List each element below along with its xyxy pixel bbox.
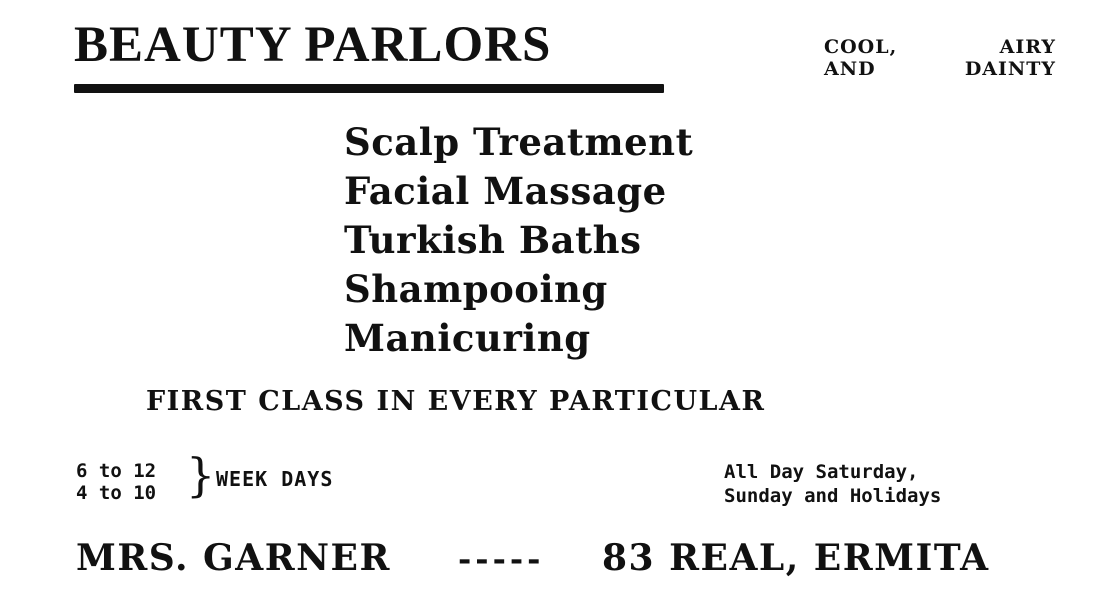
weekday-label: WEEK DAYS — [216, 467, 334, 491]
dotted-leader: ----- — [458, 540, 545, 578]
proprietor-name: MRS. GARNER — [76, 537, 391, 579]
weekend-hours-line: All Day Saturday, — [724, 461, 919, 483]
weekday-hours-evening: 4 to 10 — [76, 482, 157, 504]
tagline-word: AND — [824, 58, 876, 80]
service-item-scalp-treatment: Scalp Treatment — [344, 120, 694, 164]
service-item-shampooing: Shampooing — [344, 267, 608, 311]
address: 83 REAL, ERMITA — [602, 537, 990, 579]
headline-title: BEAUTY PARLORS — [74, 17, 552, 73]
tagline-line-2 — [824, 58, 1056, 80]
slogan: FIRST CLASS IN EVERY PARTICULAR — [146, 386, 766, 417]
tagline — [824, 36, 1056, 80]
headline-underline — [74, 84, 664, 93]
tagline-line-1 — [824, 36, 1056, 58]
hours-brace: } — [186, 448, 216, 502]
weekday-hours-morning: 6 to 12 — [76, 460, 157, 482]
tagline-word: DAINTY — [964, 58, 1056, 80]
weekday-hours — [76, 460, 156, 504]
services-list — [344, 118, 693, 363]
tagline-word: AIRY — [999, 36, 1056, 58]
weekend-hours-line: Sunday and Holidays — [724, 485, 942, 507]
service-item-turkish-baths: Turkish Baths — [344, 218, 642, 262]
service-item-facial-massage: Facial Massage — [344, 169, 667, 213]
tagline-word: COOL, — [824, 36, 898, 58]
service-item-manicuring: Manicuring — [344, 316, 591, 360]
weekend-hours — [724, 460, 941, 508]
